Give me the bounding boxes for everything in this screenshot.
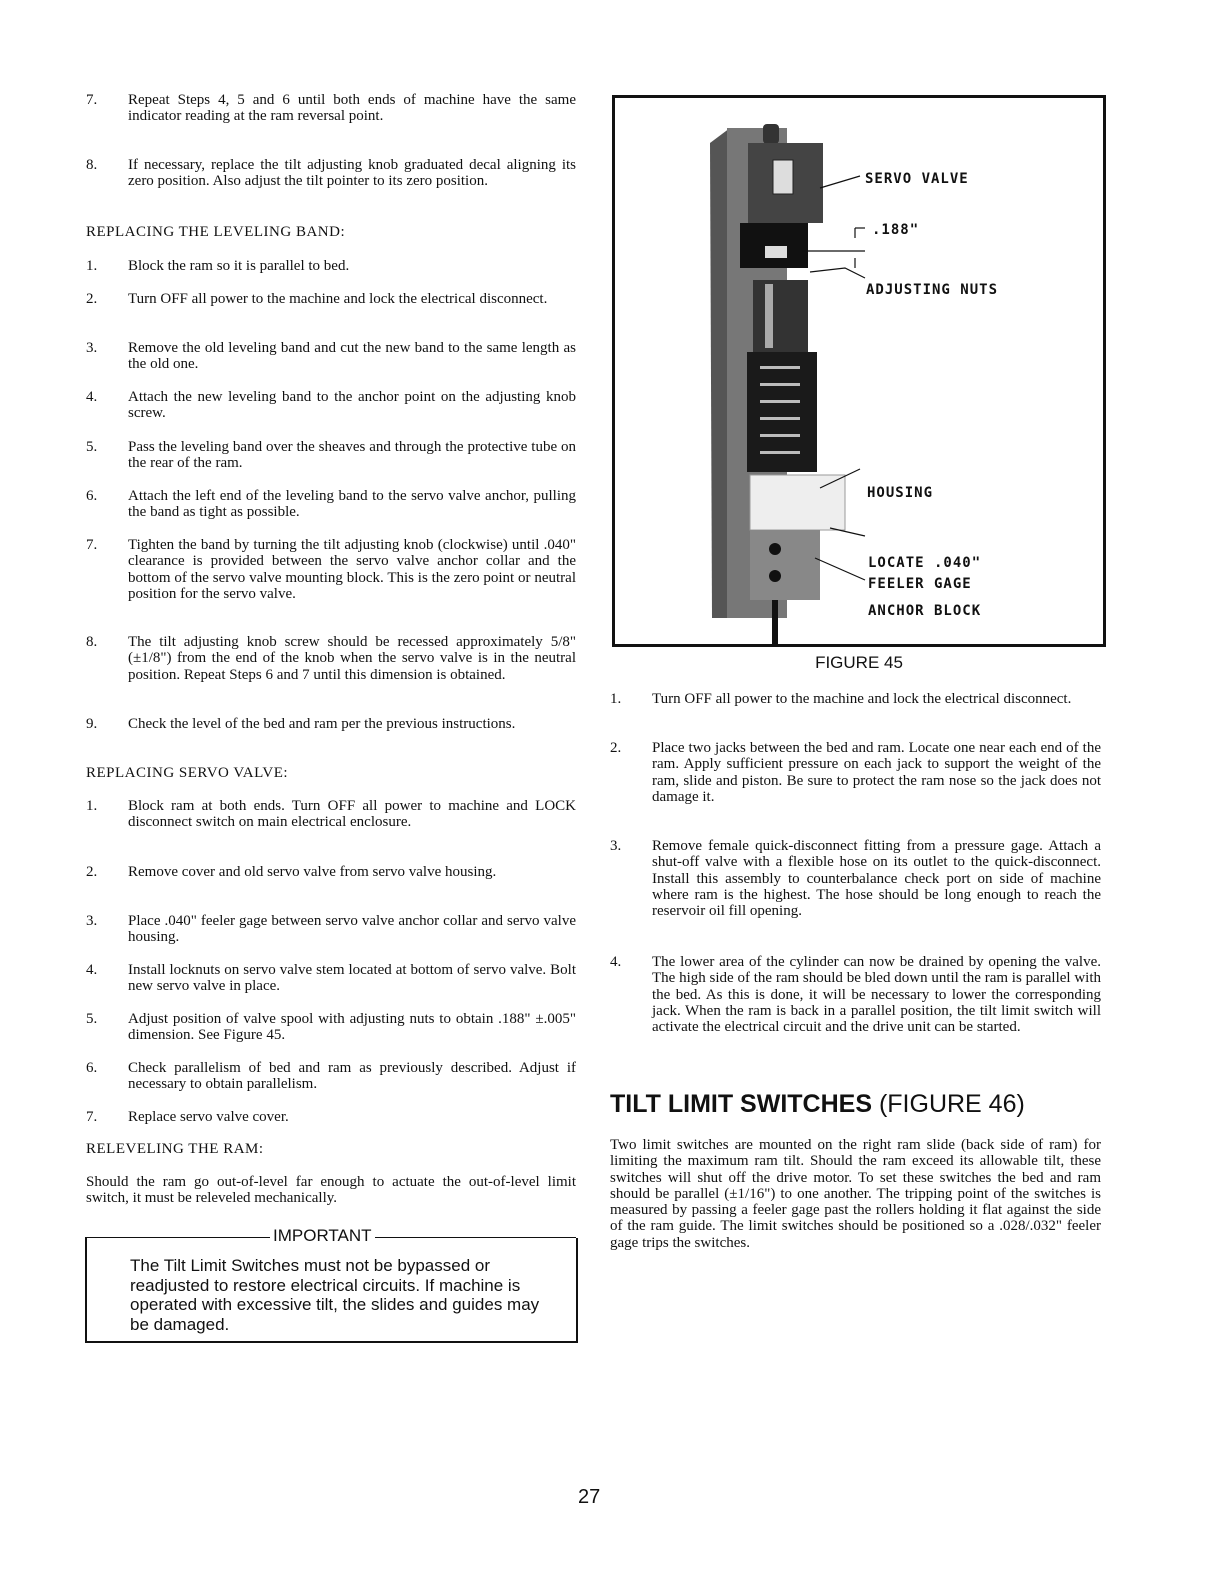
item-number: 2. [610,740,622,756]
label-dimension: .188" [872,222,920,238]
item-number: 7. [86,537,98,553]
list-item [86,291,576,307]
item-text: Install locknuts on servo valve stem located at bottom of servo valve. Bolt new servo valve in place. [128,962,576,995]
list-item [86,798,576,831]
section-heading-servo-valve: REPLACING SERVO VALVE: [86,765,289,781]
list-item [610,691,1101,707]
heading-text: TILT LIMIT SWITCHES [610,1090,872,1118]
stem [772,600,778,644]
item-number: 7. [86,92,98,108]
list-item [86,537,576,602]
item-text: Turn OFF all power to the machine and lock the electrical disconnect. [128,291,548,307]
item-number: 3. [86,340,98,356]
item-text: Remove female quick-disconnect fitting from a pressure gage. Attach a shut-off valve with a flexible hose on its outlet to the quick-disconnect. Install this assembly to counterbalance check port on side of machine where ram is the highest. The hose should be long enough to reach the reservoir oil fill opening. [652,838,1101,920]
adjusting-nuts [740,223,808,268]
valve-cap [763,124,779,144]
label-housing: HOUSING [867,485,934,501]
item-text: Replace servo valve cover. [128,1109,289,1125]
item-text: Attach the left end of the leveling band to the servo valve anchor, pulling the band as tight as possible. [128,488,576,521]
list-item [86,389,576,422]
list-item [610,954,1101,1035]
item-number: 2. [86,864,98,880]
item-number: 1. [610,691,622,707]
item-text: Pass the leveling band over the sheaves and through the protective tube on the rear of the ram. [128,439,576,472]
item-number: 3. [610,838,622,854]
item-text: Block the ram so it is parallel to bed. [128,258,350,274]
item-text: Remove the old leveling band and cut the new band to the same length as the old one. [128,340,576,373]
item-text: Adjust position of valve spool with adjusting nuts to obtain .188" ±.005" dimension. See Figure 45. [128,1011,576,1044]
heading-figure-ref: (FIGURE 46) [878,1090,1025,1118]
item-text: Check the level of the bed and ram per the previous instructions. [128,716,516,732]
section-heading-releveling: RELEVELING THE RAM: [86,1141,264,1157]
item-text: Attach the new leveling band to the anchor point on the adjusting knob screw. [128,389,576,422]
item-text: Remove cover and old servo valve from servo valve housing. [128,864,497,880]
list-item [86,439,576,472]
item-number: 6. [86,488,98,504]
list-item [86,488,576,521]
tilt-limit-paragraph: Two limit switches are mounted on the right ram slide (back side of ram) for limiting the maximum ram tilt. Should the ram exceed its allowable tilt, these switches will shut off the drive motor. To set these switches the bed and ram should be parallel (±1/16") to one another. The tripping point of the switches is measured by passing a feeler gage past the rollers holding it flat against the side of the ram guide. The limit switches should be positioned so a .028/.032" feeler gage trips the switches. [610,1137,1101,1251]
list-item [86,157,576,190]
item-number: 9. [86,716,98,732]
figure-caption: FIGURE 45 [815,653,903,672]
list-item [610,838,1101,919]
item-number: 1. [86,798,98,814]
item-number: 6. [86,1060,98,1076]
item-number: 4. [610,954,622,970]
releveling-paragraph: Should the ram go out-of-level far enough to actuate the out-of-level limit switch, it must be releveled mechanically. [86,1174,576,1207]
item-text: Place .040" feeler gage between servo valve anchor collar and servo valve housing. [128,913,576,946]
list-item [86,1109,576,1125]
label-adjusting-nuts: ADJUSTING NUTS [866,282,999,298]
label-anchor-block: ANCHOR BLOCK [868,603,982,619]
list-item [86,1060,576,1093]
item-text: Turn OFF all power to the machine and lock the electrical disconnect. [652,691,1072,707]
section-heading-tilt-limit [610,1090,1025,1119]
figure-45 [612,95,1106,647]
list-item [86,92,576,125]
page-number: 27 [578,1486,601,1508]
item-number: 7. [86,1109,98,1125]
list-item [86,716,576,732]
item-number: 4. [86,389,98,405]
list-item [610,740,1101,805]
item-text: The tilt adjusting knob screw should be recessed approximately 5/8" (±1/8") from the end of the knob when the servo valve is in the neutral position. Repeat Steps 6 and 7 until this dimension is obtained. [128,634,576,683]
list-item [86,634,576,683]
valve-label-plate [773,160,793,194]
important-text: The Tilt Limit Switches must not be bypassed or readjusted to restore electrical circuits. If machine is operated with excessive tilt, the slides and guides may be damaged. [130,1256,540,1334]
section-heading-leveling-band: REPLACING THE LEVELING BAND: [86,224,346,240]
servo-valve-photo [615,98,1103,644]
item-text: Check parallelism of bed and ram as previously described. Adjust if necessary to obtain parallelism. [128,1060,576,1093]
list-item [86,1011,576,1044]
label-servo-valve: SERVO VALVE [865,171,969,187]
list-item [86,864,576,880]
label-feeler-gage: FEELER GAGE [868,576,972,592]
item-number: 5. [86,439,98,455]
list-item [86,962,576,995]
item-number: 3. [86,913,98,929]
item-number: 2. [86,291,98,307]
item-number: 1. [86,258,98,274]
anchor-block [750,530,820,600]
item-number: 8. [86,157,98,173]
important-title: IMPORTANT [270,1226,375,1246]
item-text: Tighten the band by turning the tilt adjusting knob (clockwise) until .040" clearance is provided between the servo valve anchor collar and the bottom of the servo valve mounting block. This is the zero point or neutral position for the servo valve. [128,537,576,602]
list-item [86,340,576,373]
item-text: Place two jacks between the bed and ram. Locate one near each end of the ram. Apply sufficient pressure on each jack to support the weight of the ram, slide and piston. Be sure to protect the ram nose so the jack does not damage it. [652,740,1101,805]
item-text: If necessary, replace the tilt adjusting knob graduated decal aligning its zero position. Also adjust the tilt pointer to its zero position. [128,157,576,190]
nut-gap [765,246,787,258]
item-text: Repeat Steps 4, 5 and 6 until both ends of machine have the same indicator reading at the ram reversal point. [128,92,576,125]
item-text: The lower area of the cylinder can now be drained by opening the valve. The high side of the ram should be bled down until the ram is parallel with the bed. As this is done, it will be necessary to lower the corresponding jack. When the ram is back in a parallel position, the tilt limit switch will activate the electrical circuit and the drive unit can be started. [652,954,1101,1036]
cylinder [753,280,808,352]
label-locate: LOCATE .040" [868,555,982,571]
list-item [86,258,576,274]
item-text: Block ram at both ends. Turn OFF all power to machine and LOCK disconnect switch on main electrical enclosure. [128,798,576,831]
item-number: 8. [86,634,98,650]
list-item [86,913,576,946]
item-number: 4. [86,962,98,978]
item-number: 5. [86,1011,98,1027]
